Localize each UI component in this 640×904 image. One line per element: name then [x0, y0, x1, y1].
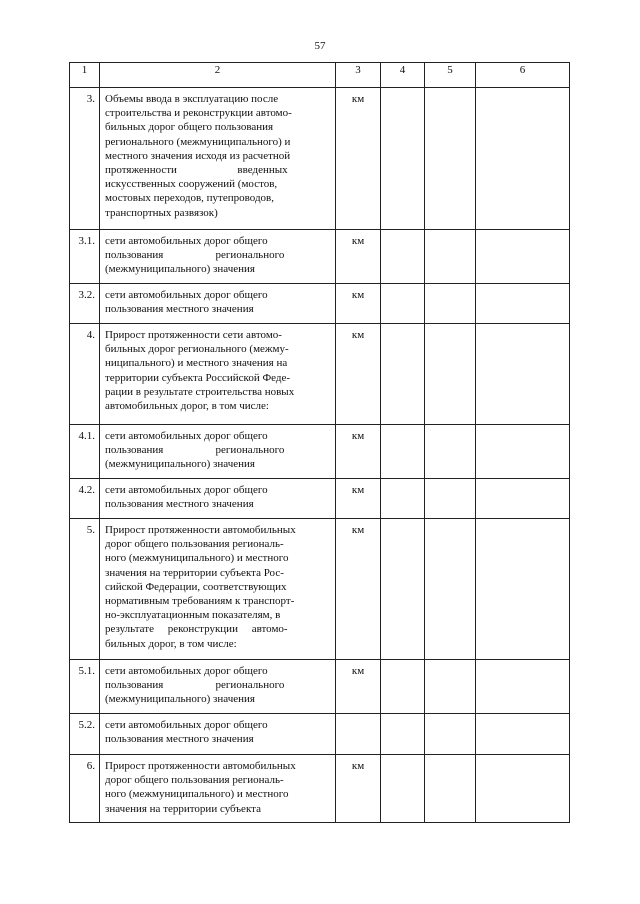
empty-value-cell — [476, 324, 570, 425]
empty-value-cell — [476, 479, 570, 519]
indicator-name — [100, 230, 336, 284]
indicator-text-line: строительства и реконструкции автомо- — [105, 107, 292, 120]
indicator-text-line: сети автомобильных дорог общего — [105, 235, 268, 247]
empty-value-cell — [381, 425, 425, 479]
indicator-text-line: дорог общего пользования региональ- — [105, 538, 284, 551]
empty-value-cell — [425, 479, 476, 519]
empty-value-cell — [425, 755, 476, 823]
empty-value-cell — [476, 230, 570, 284]
indicator-name — [100, 479, 336, 519]
indicator-text-line: транспортных развязок) — [105, 206, 218, 219]
empty-value-cell — [381, 714, 425, 755]
indicator-text-line: ного (межмуниципального) и местного — [105, 788, 289, 801]
indicator-name — [100, 425, 336, 479]
indicator-text-line: сети автомобильных дорог общего — [105, 719, 268, 731]
unit-cell: км — [336, 88, 381, 230]
empty-value-cell — [381, 519, 425, 660]
empty-value-cell — [476, 755, 570, 823]
empty-value-cell — [476, 660, 570, 714]
table-header-row — [70, 63, 570, 88]
row-number: 4.1. — [70, 425, 100, 479]
indicator-name — [100, 755, 336, 823]
empty-value-cell — [476, 714, 570, 755]
table-row — [70, 714, 570, 755]
empty-value-cell — [381, 230, 425, 284]
indicator-text-line: местного значения исходя из расчетной — [105, 149, 291, 162]
page-number: 57 — [314, 40, 326, 52]
empty-value-cell — [381, 88, 425, 230]
indicator-text-line: пользования местного значения — [105, 733, 254, 746]
indicator-name — [100, 284, 336, 324]
indicator-text-line: пользования регионального — [105, 444, 285, 457]
empty-value-cell — [476, 425, 570, 479]
unit-cell: км — [336, 324, 381, 425]
unit-cell: км — [336, 755, 381, 823]
indicator-text-line: автомобильных дорог, в том числе: — [105, 400, 269, 413]
row-number: 4. — [70, 324, 100, 425]
empty-value-cell — [425, 519, 476, 660]
column-header: 5 — [425, 63, 476, 88]
row-number: 5.1. — [70, 660, 100, 714]
indicator-text-line: (межмуниципального) значения — [105, 458, 255, 471]
empty-value-cell — [425, 660, 476, 714]
table-row — [70, 284, 570, 324]
indicator-text-line: дорог общего пользования региональ- — [105, 774, 284, 787]
indicator-text-line: бильных дорог общего пользования — [105, 121, 274, 134]
row-number: 5. — [70, 519, 100, 660]
table-row — [70, 425, 570, 479]
indicator-text-line: сети автомобильных дорог общего — [105, 289, 268, 301]
indicator-text-line: значения на территории субъекта — [105, 802, 261, 815]
empty-value-cell — [425, 324, 476, 425]
empty-value-cell — [425, 230, 476, 284]
indicator-text-line: рации в результате строительства новых — [105, 385, 295, 398]
unit-cell: км — [336, 479, 381, 519]
empty-value-cell — [476, 284, 570, 324]
unit-cell: км — [336, 284, 381, 324]
indicator-name — [100, 660, 336, 714]
empty-value-cell — [425, 714, 476, 755]
unit-cell: км — [336, 230, 381, 284]
column-header: 3 — [336, 63, 381, 88]
indicator-text-line: искусственных сооружений (мостов, — [105, 178, 278, 191]
column-header: 6 — [476, 63, 570, 88]
indicator-text-line: пользования местного значения — [105, 498, 254, 511]
row-number: 3. — [70, 88, 100, 230]
empty-value-cell — [381, 324, 425, 425]
indicator-text-line: (межмуниципального) значения — [105, 693, 255, 706]
indicator-text-line: бильных дорог, в том числе: — [105, 637, 237, 650]
indicator-text-line: но-эксплуатационным показателям, в — [105, 609, 281, 622]
unit-cell: км — [336, 425, 381, 479]
indicator-text-line: результате реконструкции автомо- — [105, 623, 288, 636]
indicator-text-line: ного (межмуниципального) и местного — [105, 552, 289, 565]
indicator-text-line: мостовых переходов, путепроводов, — [105, 192, 274, 205]
unit-cell: км — [336, 660, 381, 714]
unit-cell: км — [336, 519, 381, 660]
unit-cell — [336, 714, 381, 755]
row-number: 3.2. — [70, 284, 100, 324]
empty-value-cell — [476, 88, 570, 230]
table-row — [70, 230, 570, 284]
empty-value-cell — [425, 88, 476, 230]
indicator-text-line: (межмуниципального) значения — [105, 263, 255, 276]
indicator-text-line: ниципального) и местного значения на — [105, 357, 288, 370]
table-row — [70, 519, 570, 660]
row-number: 6. — [70, 755, 100, 823]
indicator-text-line: Прирост протяженности автомобильных — [105, 760, 296, 772]
indicator-text-line: территории субъекта Российской Феде- — [105, 371, 291, 384]
indicator-text-line: протяженности введенных — [105, 164, 288, 177]
table-row — [70, 479, 570, 519]
empty-value-cell — [381, 755, 425, 823]
indicator-text-line: Прирост протяженности автомобильных — [105, 524, 296, 536]
empty-value-cell — [381, 284, 425, 324]
indicator-text-line: бильных дорог регионального (межму- — [105, 343, 289, 356]
table-row — [70, 324, 570, 425]
table-row — [70, 755, 570, 823]
table-row — [70, 88, 570, 230]
column-header: 4 — [381, 63, 425, 88]
indicator-text-line: Прирост протяженности сети автомо- — [105, 329, 282, 341]
row-number: 3.1. — [70, 230, 100, 284]
indicator-text-line: сийской Федерации, соответствующих — [105, 580, 287, 593]
indicator-text-line: Объемы ввода в эксплуатацию после — [105, 93, 279, 105]
indicators-table — [69, 62, 570, 823]
indicator-text-line: значения на территории субъекта Рос- — [105, 566, 284, 579]
column-header: 2 — [100, 63, 336, 88]
empty-value-cell — [425, 425, 476, 479]
row-number: 5.2. — [70, 714, 100, 755]
table-row — [70, 660, 570, 714]
indicator-name — [100, 519, 336, 660]
indicator-name — [100, 88, 336, 230]
empty-value-cell — [381, 479, 425, 519]
indicator-text-line: сети автомобильных дорог общего — [105, 430, 268, 442]
indicator-text-line: пользования регионального — [105, 679, 285, 692]
row-number: 4.2. — [70, 479, 100, 519]
indicator-name — [100, 324, 336, 425]
empty-value-cell — [425, 284, 476, 324]
indicator-text-line: сети автомобильных дорог общего — [105, 484, 268, 496]
indicator-text-line: пользования местного значения — [105, 303, 254, 316]
empty-value-cell — [381, 660, 425, 714]
empty-value-cell — [476, 519, 570, 660]
indicator-name — [100, 714, 336, 755]
indicator-text-line: сети автомобильных дорог общего — [105, 665, 268, 677]
indicator-text-line: пользования регионального — [105, 249, 285, 262]
indicator-text-line: нормативным требованиям к транспорт- — [105, 595, 295, 608]
indicator-text-line: регионального (межмуниципального) и — [105, 135, 291, 148]
column-header: 1 — [70, 63, 100, 88]
